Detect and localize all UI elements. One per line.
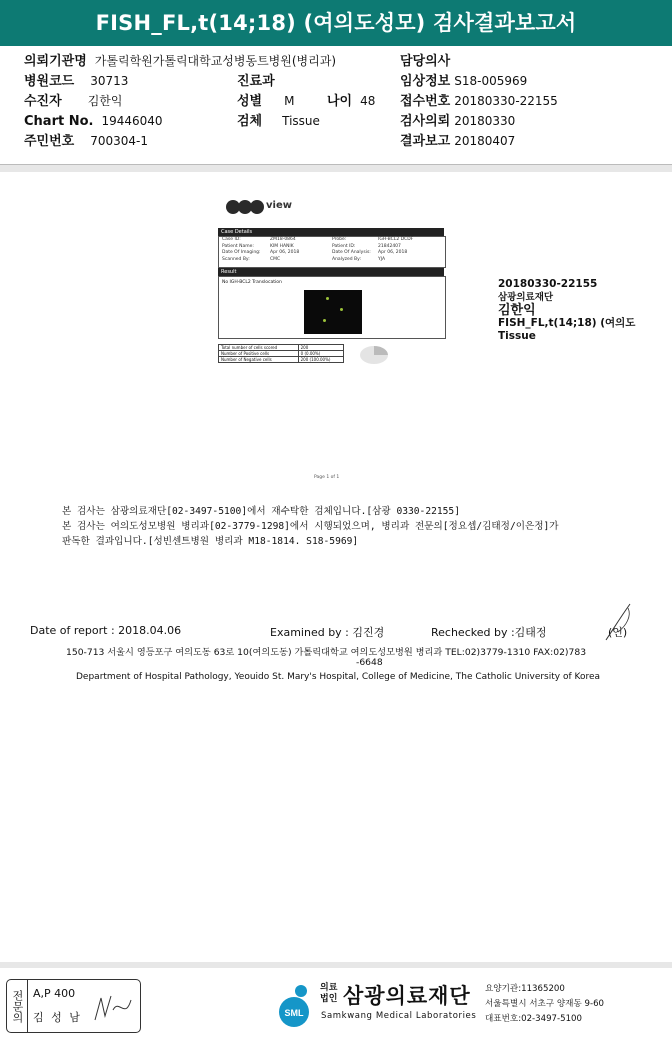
- age-row: 나이 48: [327, 94, 376, 109]
- logo-circle-3: [250, 200, 264, 214]
- seal: (인): [608, 626, 628, 639]
- case-cell: YJA: [378, 256, 386, 262]
- case-cell: Apr 06, 2018: [270, 250, 300, 255]
- signature-mark: [600, 602, 636, 642]
- table-cell: 0 (0.00%): [298, 351, 343, 357]
- report-header: [0, 46, 672, 165]
- case-row: [219, 257, 445, 264]
- case-cell: ZM18-0864: [270, 237, 296, 242]
- specialist-signature: [91, 990, 137, 1026]
- specialist-sign-box: [6, 979, 141, 1033]
- specialist-label: 전문의: [7, 980, 28, 1032]
- fish-signal: [326, 297, 329, 300]
- cell-count-table: [218, 344, 344, 363]
- specialist-line-1: A,P 400: [33, 987, 76, 1000]
- separator-band: [0, 165, 672, 172]
- case-rows: [219, 237, 445, 263]
- hospital-code-row: 병원코드 30713: [24, 74, 129, 89]
- case-cell: KIM HANIK: [270, 243, 294, 249]
- sex-row: 성별 M: [237, 94, 295, 109]
- examined-by: Examined by : 김진경: [270, 626, 385, 639]
- date-of-report: Date of report : 2018.04.06: [30, 624, 182, 637]
- separator-band-bottom: [0, 962, 672, 968]
- table-cell: Total number of cells scored: [219, 345, 299, 351]
- report-title: FISH_FL,t(14;18) (여의도성모) 검사결과보고서: [0, 0, 672, 46]
- company-name: 삼광의료재단: [343, 984, 471, 1008]
- doctor-row: 담당의사: [400, 54, 451, 69]
- case-cell: 21842407: [378, 243, 401, 249]
- result-date-row: 결과보고 20180407: [400, 134, 516, 149]
- page-label: Page 1 of 1: [314, 475, 340, 480]
- department-line: Department of Hospital Pathology, Yeouido St. Mary's Hospital, College of Medicine, The Catholic University of Korea: [76, 672, 601, 682]
- table-cell: 200: [298, 345, 343, 351]
- result-title: Result: [218, 268, 444, 276]
- fish-signal: [323, 319, 326, 322]
- table-cell: Number of Positive cells: [219, 351, 299, 357]
- case-cell: Apr 06, 2018: [378, 250, 408, 255]
- specialist-line-2: 김 성 남: [33, 1011, 82, 1024]
- specimen-stamp: 20180330-22155 삼광의료재단 김한익 FISH_FL,t(14;18) (여의도 Tissue: [498, 278, 636, 342]
- case-cell: Probe:: [332, 237, 347, 242]
- id-row: 주민번호 700304-1: [24, 134, 149, 149]
- note-line-2: 본 검사는 여의도성모병원 병리과[02-3779-1298]에서 시행되었으며, 병리과 전문의[정요셉/김태정/이은정]가: [62, 521, 559, 532]
- note-line-1: 본 검사는 삼광의료재단[02-3497-5100]에서 재수탁한 검체입니다.[삼광 0330-22155]: [62, 506, 460, 517]
- clinical-info-row: 임상정보 S18-005969: [400, 74, 528, 89]
- case-cell: Patient Name:: [222, 243, 254, 249]
- specimen-row: 검체 Tissue: [237, 114, 320, 129]
- company-info: 요양기관:11365200 서울특별시 서초구 양재동 9-60 대표번호:02-3497-5100: [485, 984, 605, 1024]
- table-row: [219, 357, 344, 363]
- case-cell: Analyzed By:: [332, 256, 361, 262]
- sml-logo-icon: [270, 982, 318, 1028]
- logo-text: view: [266, 200, 292, 211]
- case-cell: CMC: [270, 256, 281, 262]
- institution-row: 의뢰기관명 가톨릭학원가톨릭대학교성병동트병원(병리과): [24, 54, 337, 69]
- table-cell: Number of Negative cells: [219, 357, 299, 363]
- request-row: 검사의뢰 20180330: [400, 114, 516, 129]
- case-cell: IGH-BCL2 DCDF: [378, 237, 414, 242]
- receipt-row: 접수번호 20180330-22155: [400, 94, 558, 109]
- case-cell: Date Of Imaging:: [222, 250, 261, 255]
- bioview-logo: [226, 198, 296, 218]
- logo-text: SML: [284, 1008, 304, 1018]
- address-line-2: -6648: [356, 657, 383, 668]
- case-cell: Patient ID:: [332, 243, 356, 249]
- company-name-en: Samkwang Medical Laboratories: [321, 1011, 477, 1021]
- case-cell: Case ID:: [222, 237, 241, 242]
- note-line-3: 판독한 결과입니다.[성빈센트병원 병리과 M18-1814. S18-5969]: [62, 536, 359, 547]
- address-line-1: 150-713 서울시 영등포구 여의도동 63로 10(여의도동) 가톨릭대학교 여의도성모병원 병리과 TEL:02)3779-1310 FAX:02)783: [66, 647, 587, 658]
- chart-row: Chart No. 19446040: [24, 114, 163, 129]
- case-details-box: [218, 236, 446, 268]
- corp-prefix: 의료 법인: [320, 983, 338, 1004]
- dept-row: 진료과: [237, 74, 275, 89]
- result-text: No IGH-BCL2 Translocation: [222, 280, 282, 285]
- case-cell: Scanned By:: [222, 256, 250, 262]
- fish-signal: [340, 308, 343, 311]
- institution-value: 가톨릭학원가톨릭대학교성병동트병원(병리과): [94, 54, 337, 68]
- fish-image: [304, 290, 362, 334]
- table-cell: 200 (100.00%): [298, 357, 343, 363]
- case-details-title: Case Details: [218, 228, 444, 236]
- patient-row: 수진자 김한익: [24, 94, 123, 109]
- pie-icon: [360, 346, 388, 364]
- rechecked-by: Rechecked by :김태정: [431, 626, 547, 639]
- case-cell: Date Of Analysis:: [332, 250, 371, 255]
